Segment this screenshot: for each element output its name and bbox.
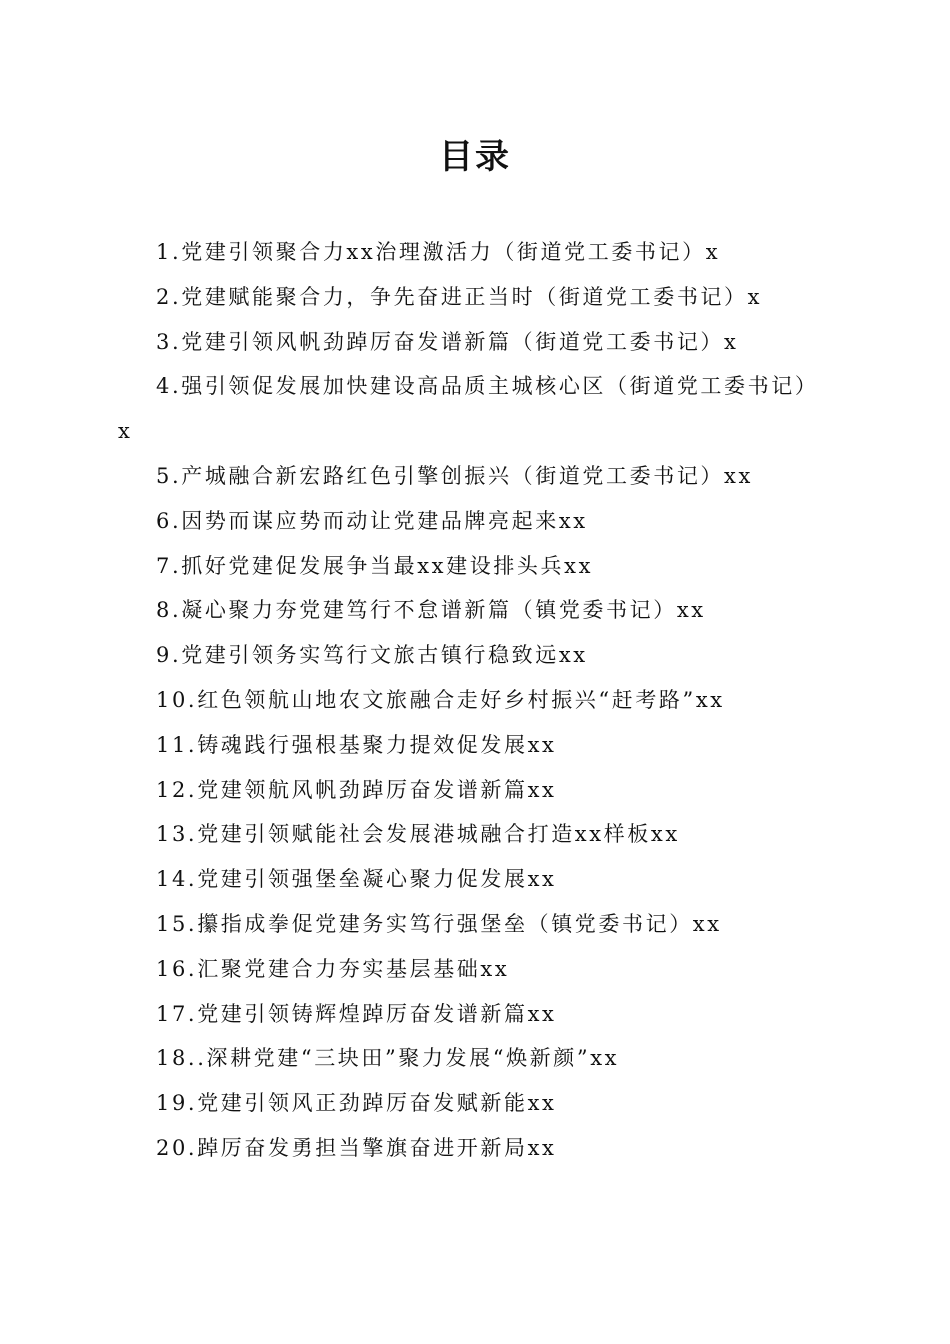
toc-item-18: 18..深耕党建“三块田”聚力发展“焕新颜”xx xyxy=(156,1046,620,1071)
page-title: 目录 xyxy=(439,137,511,177)
toc-item-16: 16.汇聚党建合力夯实基层基础xx xyxy=(156,956,510,981)
toc-item-1: 1.党建引领聚合力xx治理激活力（街道党工委书记）x xyxy=(156,240,721,264)
toc-item-2: 2.党建赋能聚合力，争先奋进正当时（街道党工委书记）x xyxy=(156,284,763,309)
toc-item-19: 19.党建引领风正劲踔厉奋发赋新能xx xyxy=(156,1091,557,1116)
toc-item-4: 4.强引领促发展加快建设高品质主城核心区（街道党工委书记）x xyxy=(118,374,819,444)
toc-item-20: 20.踔厉奋发勇担当擎旗奋进开新局xx xyxy=(156,1135,557,1160)
toc-item-5: 5.产城融合新宏路红色引擎创振兴（街道党工委书记）xx xyxy=(156,463,753,488)
table-of-contents xyxy=(118,230,830,1171)
toc-item-12: 12.党建领航风帆劲踔厉奋发谱新篇xx xyxy=(156,777,557,802)
toc-item-8: 8.凝心聚力夯党建笃行不怠谱新篇（镇党委书记）xx xyxy=(156,598,706,623)
toc-item-11: 11.铸魂践行强根基聚力提效促发展xx xyxy=(156,732,557,757)
toc-item-9: 9.党建引领务实笃行文旅古镇行稳致远xx xyxy=(156,643,588,668)
toc-item-7: 7.抓好党建促发展争当最xx建设排头兵xx xyxy=(156,553,594,578)
toc-item-6: 6.因势而谋应势而动让党建品牌亮起来xx xyxy=(156,508,588,533)
toc-item-3: 3.党建引领风帆劲踔厉奋发谱新篇（街道党工委书记）x xyxy=(156,329,739,354)
toc-item-14: 14.党建引领强堡垒凝心聚力促发展xx xyxy=(156,867,557,892)
toc-item-10: 10.红色领航山地农文旅融合走好乡村振兴“赶考路”xx xyxy=(156,687,725,712)
toc-item-13: 13.党建引领赋能社会发展港城融合打造xx样板xx xyxy=(156,822,680,847)
toc-item-15: 15.攥指成拳促党建务实笃行强堡垒（镇党委书记）xx xyxy=(156,911,722,936)
toc-item-17: 17.党建引领铸辉煌踔厉奋发谱新篇xx xyxy=(156,1001,557,1026)
